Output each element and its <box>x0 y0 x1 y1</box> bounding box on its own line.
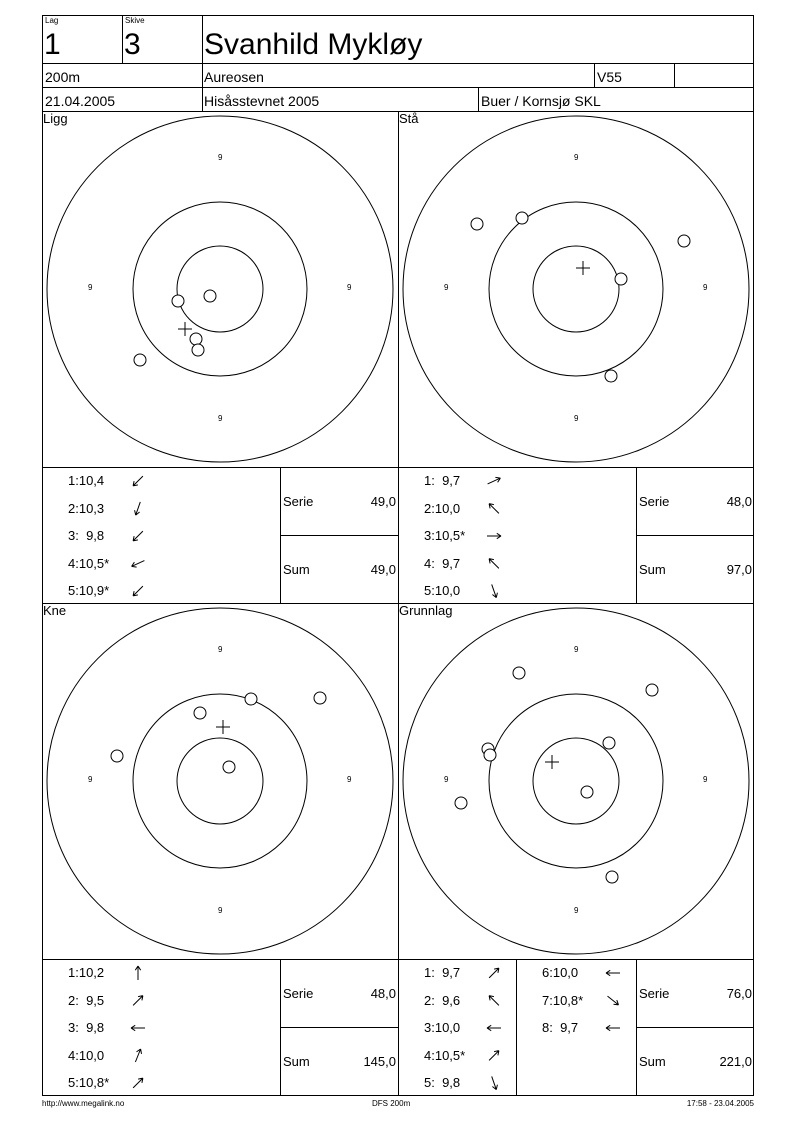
footer-url[interactable]: http://www.megalink.no <box>42 1099 125 1108</box>
ring-label-grunnlag: 9 <box>574 906 579 915</box>
target-ring-kne <box>177 738 263 824</box>
shot-hole <box>190 333 202 345</box>
serie-value-sta: 48,0 <box>726 494 752 509</box>
shot-score-kne: 4:10,0 <box>68 1047 105 1063</box>
mean-impact-cross <box>178 322 192 336</box>
shot-score-ligg: 5:10,9* <box>68 583 110 598</box>
event-name: Hisåsstevnet 2005 <box>204 93 320 109</box>
shot-score-ligg: 1:10,4 <box>68 473 105 488</box>
shot-score-grunnlag: 7:10,8* <box>542 992 584 1008</box>
shot-hole <box>615 273 627 285</box>
club: Aureosen <box>204 69 264 85</box>
ring-label-grunnlag: 9 <box>574 645 579 654</box>
shot-hole <box>606 871 618 883</box>
sum-value-kne: 145,0 <box>363 1054 396 1069</box>
direction-arrow-icon <box>608 996 619 1005</box>
shot-score-kne: 1:10,2 <box>68 965 105 980</box>
direction-arrow-icon <box>135 1049 141 1062</box>
shot-score-sta: 1: 9,7 <box>424 473 461 488</box>
direction-arrow-icon <box>135 966 140 980</box>
ring-label-kne: 9 <box>218 645 223 654</box>
ring-label-sta: 9 <box>444 283 449 292</box>
ring-label-grunnlag: 9 <box>703 775 708 784</box>
direction-arrow-icon <box>492 584 498 597</box>
ring-label-sta: 9 <box>703 283 708 292</box>
shot-hole <box>513 667 525 679</box>
shot-score-kne: 5:10,8* <box>68 1075 110 1090</box>
lag-value: 1 <box>44 28 61 61</box>
direction-arrow-icon <box>489 559 499 569</box>
ring-label-kne: 9 <box>88 775 93 784</box>
shot-score-grunnlag: 4:10,5* <box>424 1047 466 1063</box>
direction-arrow-icon <box>133 1078 143 1088</box>
shot-score-grunnlag: 3:10,0 <box>424 1020 461 1035</box>
shot-score-sta: 5:10,0 <box>424 583 461 598</box>
shot-score-kne: 3: 9,8 <box>68 1020 105 1035</box>
shot-hole <box>603 737 615 749</box>
sum-label-sta: Sum <box>639 562 666 577</box>
ring-label-ligg: 9 <box>347 283 352 292</box>
shot-hole <box>223 761 235 773</box>
shot-hole <box>516 212 528 224</box>
ring-label-sta: 9 <box>574 414 579 423</box>
serie-label-ligg: Serie <box>283 494 314 509</box>
date: 21.04.2005 <box>45 93 116 109</box>
direction-arrow-icon <box>133 996 143 1006</box>
shot-score-ligg: 3: 9,8 <box>68 528 105 543</box>
serie-label-sta: Serie <box>639 494 670 509</box>
shot-hole <box>646 684 658 696</box>
panel-title-ligg: Ligg <box>43 111 68 126</box>
direction-arrow-icon <box>492 1076 498 1089</box>
venue: Buer / Kornsjø SKL <box>481 93 601 109</box>
shot-hole <box>172 295 184 307</box>
shot-score-sta: 3:10,5* <box>424 528 466 543</box>
sum-label-ligg: Sum <box>283 562 310 577</box>
skive-label: Skive <box>125 16 145 25</box>
footer-timestamp: 17:58 - 23.04.2005 <box>686 1099 754 1108</box>
target-ring-ligg <box>177 246 263 332</box>
target-ring-grunnlag <box>533 738 619 824</box>
direction-arrow-icon <box>488 477 501 484</box>
sum-label-kne: Sum <box>283 1054 310 1069</box>
target-ring-grunnlag <box>489 694 663 868</box>
direction-arrow-icon <box>489 504 499 514</box>
direction-arrow-icon <box>132 561 145 568</box>
mean-impact-cross <box>576 261 590 275</box>
direction-arrow-icon <box>489 968 499 978</box>
serie-label-grunnlag: Serie <box>639 986 670 1001</box>
shot-score-grunnlag: 1: 9,7 <box>424 965 461 980</box>
ring-label-ligg: 9 <box>218 153 223 162</box>
direction-arrow-icon <box>606 970 620 975</box>
shot-score-ligg: 2:10,3 <box>68 500 105 516</box>
shot-hole <box>111 750 123 762</box>
target-ring-ligg <box>47 116 393 462</box>
direction-arrow-icon <box>133 586 143 596</box>
ring-label-kne: 9 <box>347 775 352 784</box>
lag-label: Lag <box>45 16 59 25</box>
shot-score-grunnlag: 8: 9,7 <box>542 1020 579 1035</box>
direction-arrow-icon <box>606 1025 620 1030</box>
shot-hole <box>471 218 483 230</box>
distance: 200m <box>45 69 81 85</box>
shot-hole <box>484 749 496 761</box>
serie-value-grunnlag: 76,0 <box>726 986 752 1001</box>
direction-arrow-icon <box>489 1051 499 1061</box>
target-ring-sta <box>533 246 619 332</box>
serie-label-kne: Serie <box>283 986 314 1001</box>
shot-score-kne: 2: 9,5 <box>68 992 105 1008</box>
direction-arrow-icon <box>489 996 499 1006</box>
direction-arrow-icon <box>487 1025 501 1030</box>
class: V55 <box>597 69 622 85</box>
direction-arrow-icon <box>135 502 141 515</box>
ring-label-grunnlag: 9 <box>444 775 449 784</box>
shot-hole <box>581 786 593 798</box>
target-ring-kne <box>133 694 307 868</box>
shooter-name: Svanhild Mykløy <box>204 28 423 61</box>
ring-label-sta: 9 <box>574 153 579 162</box>
mean-impact-cross <box>216 720 230 734</box>
shot-hole <box>204 290 216 302</box>
shot-score-ligg: 4:10,5* <box>68 555 110 571</box>
serie-value-ligg: 49,0 <box>370 494 396 509</box>
target-ring-grunnlag <box>403 608 749 954</box>
target-ring-kne <box>47 608 393 954</box>
skive-value: 3 <box>124 28 141 61</box>
ring-label-kne: 9 <box>218 906 223 915</box>
shot-score-sta: 2:10,0 <box>424 500 461 516</box>
shot-hole <box>194 707 206 719</box>
shot-hole <box>245 693 257 705</box>
shot-hole <box>678 235 690 247</box>
target-ring-sta <box>403 116 749 462</box>
shot-hole <box>605 370 617 382</box>
shot-score-grunnlag: 2: 9,6 <box>424 992 461 1008</box>
shot-hole <box>455 797 467 809</box>
direction-arrow-icon <box>133 476 143 486</box>
target-ring-ligg <box>133 202 307 376</box>
shot-score-grunnlag: 6:10,0 <box>542 965 579 980</box>
shot-score-grunnlag: 5: 9,8 <box>424 1075 461 1090</box>
panel-title-kne: Kne <box>43 603 67 618</box>
target-ring-sta <box>489 202 663 376</box>
shot-hole <box>192 344 204 356</box>
ring-label-ligg: 9 <box>218 414 223 423</box>
ring-label-ligg: 9 <box>88 283 93 292</box>
sum-value-sta: 97,0 <box>726 562 752 577</box>
shot-score-sta: 4: 9,7 <box>424 555 461 571</box>
footer-center: DFS 200m <box>372 1099 411 1108</box>
direction-arrow-icon <box>131 1025 145 1030</box>
sum-value-ligg: 49,0 <box>370 562 396 577</box>
direction-arrow-icon <box>133 531 143 541</box>
serie-value-kne: 48,0 <box>370 986 396 1001</box>
sum-label-grunnlag: Sum <box>639 1054 666 1069</box>
direction-arrow-icon <box>487 533 501 538</box>
shot-hole <box>134 354 146 366</box>
sum-value-grunnlag: 221,0 <box>719 1054 752 1069</box>
panel-title-sta: Stå <box>399 111 419 126</box>
panel-title-grunnlag: Grunnlag <box>399 603 453 618</box>
shot-hole <box>314 692 326 704</box>
mean-impact-cross <box>545 755 559 769</box>
